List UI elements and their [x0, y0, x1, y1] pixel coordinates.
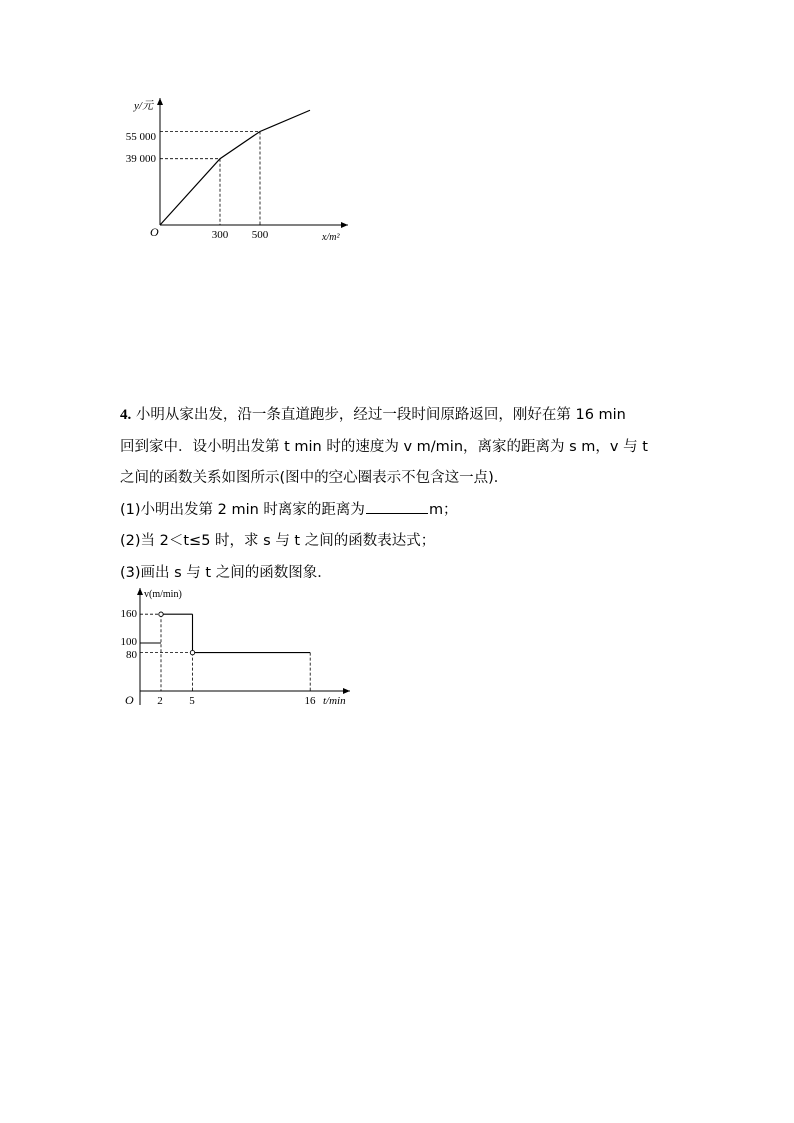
cost-area-graph	[120, 90, 360, 250]
problem-text-1: 小明从家出发，沿一条直道跑步，经过一段时间原路返回，刚好在第 16 min	[135, 407, 626, 423]
y-axis-label: v(m/min)	[144, 589, 182, 600]
problem-line-1	[120, 400, 680, 432]
y-tick-100: 100	[120, 636, 137, 648]
y-tick-55000: 55 000	[125, 131, 156, 143]
open-point-2	[159, 612, 163, 616]
y-axis-label: y/元	[134, 100, 153, 112]
open-point-5	[190, 650, 194, 654]
origin-label: O	[150, 225, 159, 239]
speed-time-graph	[110, 583, 360, 713]
problem-number: 4.	[120, 407, 132, 423]
answer-blank[interactable]	[366, 499, 428, 514]
question-1-unit: m；	[428, 501, 458, 518]
y-tick-80: 80	[126, 649, 137, 661]
x-tick-5: 5	[189, 695, 195, 707]
x-tick-2: 2	[157, 695, 163, 707]
problem-4	[120, 400, 680, 589]
open-points	[159, 612, 195, 655]
x-axis-label: x/m²	[322, 232, 340, 243]
y-tick-39000: 39 000	[125, 153, 156, 165]
question-2: (2)当 2＜t≤5 时，求 s 与 t 之间的函数表达式；	[120, 533, 436, 549]
guide-lines	[140, 614, 193, 691]
x-tick-500: 500	[251, 229, 269, 241]
question-1-text: (1)小明出发第 2 min 时离家的距离为	[120, 501, 365, 518]
problem-line-2: 回到家中．设小明出发第 t min 时的速度为 v m/min，离家的距离为 s m，v 与 t	[120, 438, 648, 455]
x-tick-300: 300	[211, 229, 229, 241]
question-1	[120, 495, 680, 527]
y-tick-160: 160	[120, 608, 137, 620]
question-3: (3)画出 s 与 t 之间的函数图象．	[120, 564, 332, 581]
cost-line	[160, 110, 310, 225]
x-tick-16: 16	[304, 695, 316, 707]
x-axis-label: t/min	[323, 695, 346, 707]
origin-label: O	[125, 693, 134, 707]
problem-line-3: 之间的函数关系如图所示(图中的空心圈表示不包含这一点)．	[120, 470, 509, 486]
guide-lines	[160, 132, 260, 226]
